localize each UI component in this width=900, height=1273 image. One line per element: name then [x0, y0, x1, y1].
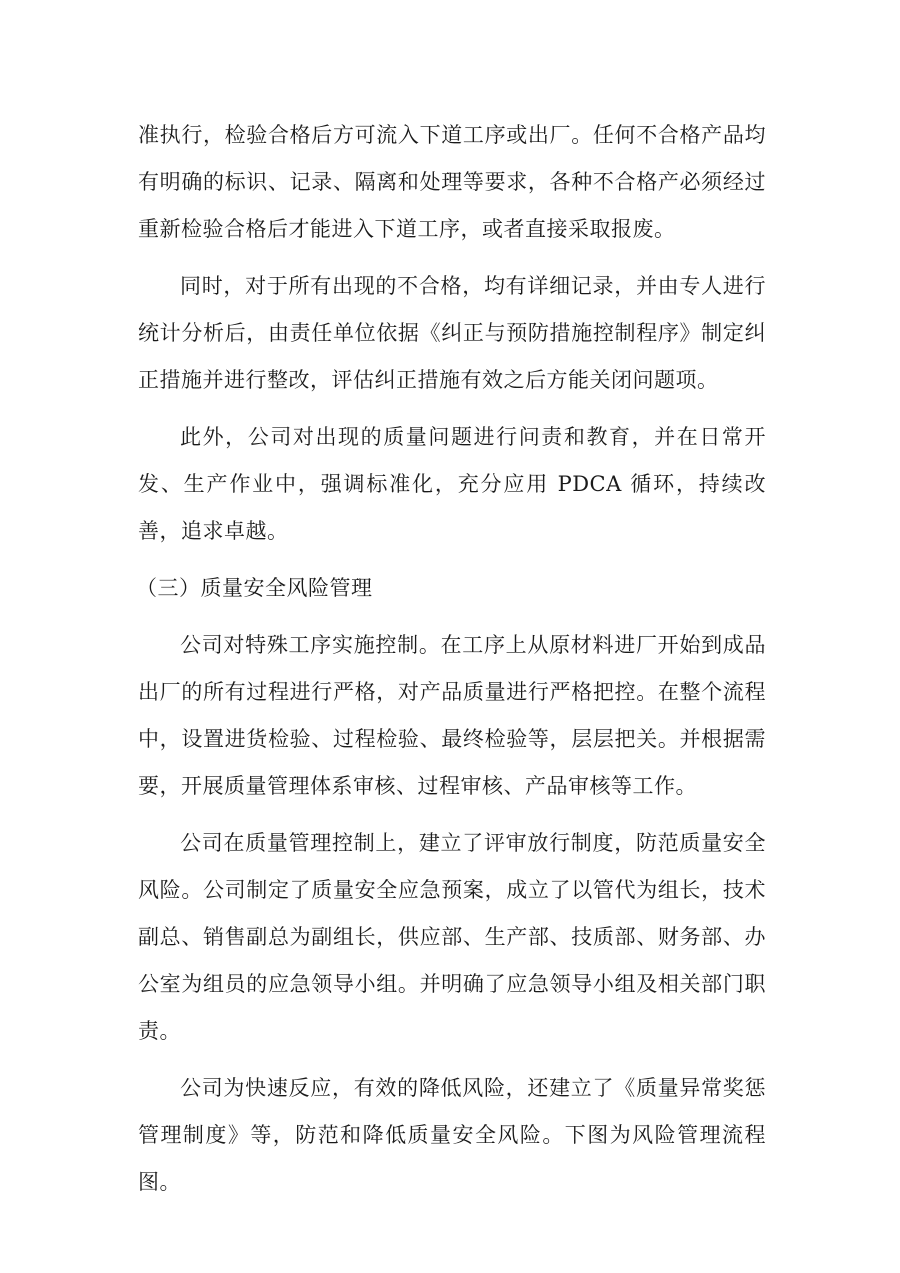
body-paragraph-1: 准执行，检验合格后方可流入下道工序或出厂。任何不合格产品均有明确的标识、记录、隔离和处理等要求，各种不合格产必须经过重新检验合格后才能进入下道工序，或者直接采取报废。: [138, 123, 766, 241]
body-paragraph-3: 此外，公司对出现的质量问题进行问责和教育，并在日常开发、生产作业中，强调标准化，充分应用 PDCA 循环，持续改善，追求卓越。: [138, 425, 766, 543]
section-paragraph-2: 公司在质量管理控制上，建立了评审放行制度，防范质量安全风险。公司制定了质量安全应急预案，成立了以管代为组长，技术副总、销售副总为副组长，供应部、生产部、技质部、财务部、办公室为组员的应急领导小组。并明确了应急领导小组及相关部门职责。: [138, 831, 766, 1043]
document-body: [138, 112, 766, 1216]
body-paragraph-2: 同时，对于所有出现的不合格，均有详细记录，并由专人进行统计分析后，由责任单位依据《纠正与预防措施控制程序》制定纠正措施并进行整改，评估纠正措施有效之后方能关闭问题项。: [138, 274, 766, 392]
section-paragraph-1: 公司对特殊工序实施控制。在工序上从原材料进厂开始到成品出厂的所有过程进行严格，对产品质量进行严格把控。在整个流程中，设置进货检验、过程检验、最终检验等，层层把关。并根据需要，开展质量管理体系审核、过程审核、产品审核等工作。: [138, 633, 766, 798]
section-paragraph-3: 公司为快速反应，有效的降低风险，还建立了《质量异常奖惩管理制度》等，防范和降低质量安全风险。下图为风险管理流程图。: [138, 1076, 766, 1194]
section-heading: （三）质量安全风险管理: [136, 576, 373, 600]
